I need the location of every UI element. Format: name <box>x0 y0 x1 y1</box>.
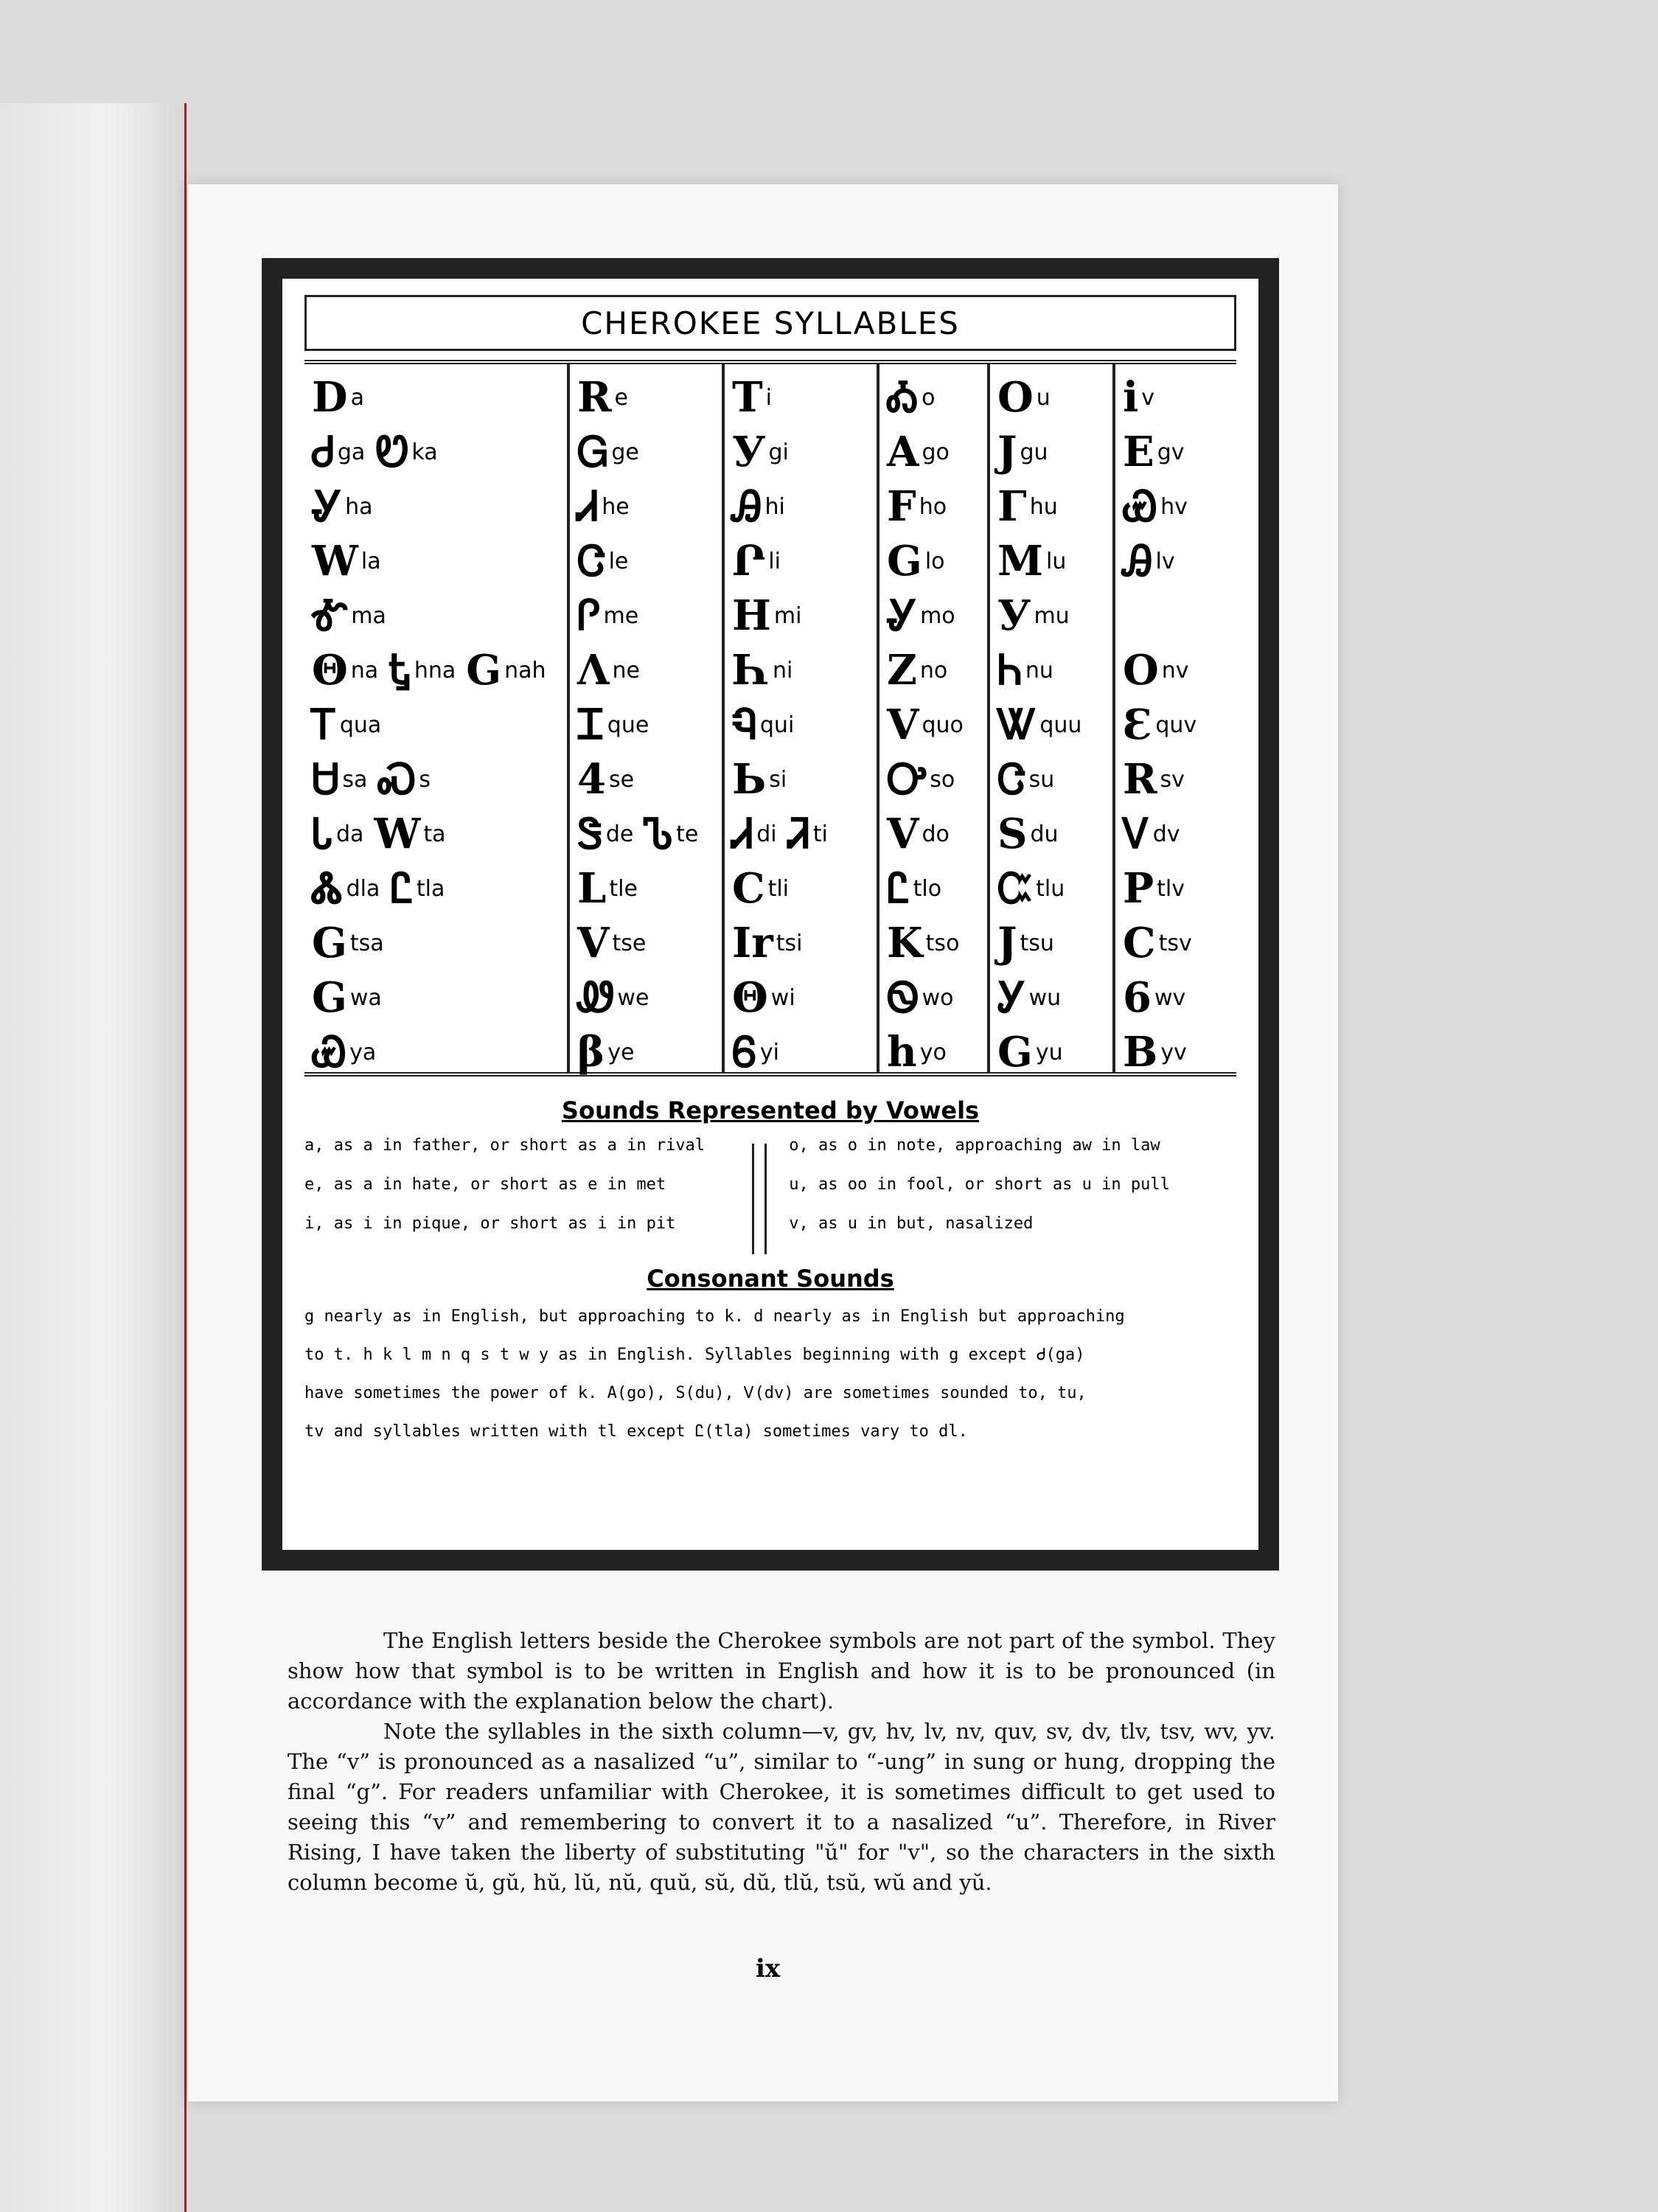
cherokee-symbol: Ꮧ <box>577 481 599 531</box>
cherokee-symbol: Ꮔ <box>732 700 757 749</box>
latin-transliteration: ya <box>349 1039 377 1065</box>
cherokee-symbol: H <box>732 591 771 640</box>
syllable-column <box>1115 364 1233 1077</box>
latin-transliteration: tsu <box>1020 930 1054 956</box>
consonants-heading: Consonant Sounds <box>647 1265 894 1293</box>
latin-transliteration: le <box>608 548 629 574</box>
latin-transliteration: na <box>350 657 379 684</box>
cherokee-symbol: S <box>997 810 1028 858</box>
syllable-cell <box>312 970 562 1025</box>
latin-transliteration: tsv <box>1158 930 1192 956</box>
cherokee-symbol: Ꮒ <box>997 645 1023 695</box>
cherokee-symbol: Ꮜ <box>312 754 340 804</box>
cherokee-symbol: Ꮤ <box>997 700 1037 749</box>
latin-transliteration: ha <box>345 493 373 520</box>
latin-transliteration: mi <box>773 602 802 629</box>
latin-transliteration: quu <box>1039 712 1082 738</box>
syllable-cell <box>997 698 1108 752</box>
vowel-note: e, as a in hate, or short as e in met <box>304 1175 666 1194</box>
latin-transliteration: ni <box>772 657 793 684</box>
latin-transliteration: qui <box>759 712 795 738</box>
latin-transliteration: no <box>919 657 948 684</box>
latin-transliteration: tla <box>416 875 445 902</box>
consonant-line: to t. h k l m n q s t w y as in English. Syllables beginning with g except Ꮷ(ga) <box>304 1346 1085 1364</box>
syllable-cell <box>1123 752 1229 807</box>
syllable-cell <box>997 970 1108 1025</box>
latin-transliteration: dla <box>346 875 380 902</box>
syllable-cell <box>1123 970 1229 1025</box>
syllable-cell <box>732 534 872 588</box>
syllable-cell <box>732 370 872 425</box>
syllable-cell <box>312 534 562 588</box>
latin-transliteration: o <box>922 384 936 411</box>
facing-page <box>0 103 187 2212</box>
syllable-cell <box>577 425 717 479</box>
syllable-cell <box>997 370 1108 425</box>
cherokee-symbol: Ꭴ <box>887 754 927 804</box>
latin-transliteration: ne <box>612 657 640 684</box>
syllable-cell <box>1123 698 1229 752</box>
syllable-cell <box>732 479 872 534</box>
syllable-grid <box>304 360 1236 1077</box>
latin-transliteration: tse <box>612 930 647 956</box>
syllable-cell <box>887 643 983 698</box>
syllable-cell <box>887 807 983 861</box>
latin-transliteration: wa <box>349 984 382 1011</box>
cherokee-symbol: Ꮳ <box>577 536 606 585</box>
syllable-cell <box>732 643 872 698</box>
syllable-cell <box>1123 370 1229 425</box>
latin-transliteration: mo <box>920 602 955 629</box>
latin-transliteration: ka <box>411 439 438 465</box>
latin-transliteration: li <box>768 548 781 574</box>
cherokee-symbol: Θ <box>732 973 768 1022</box>
latin-transliteration: qua <box>339 712 382 738</box>
cherokee-symbol: G <box>466 646 502 695</box>
cherokee-symbol: J <box>997 919 1017 967</box>
latin-transliteration: s <box>419 766 431 793</box>
cherokee-symbol: Ꮉ <box>312 591 349 640</box>
latin-transliteration: tsi <box>776 930 803 956</box>
cherokee-symbol: Ꮸ <box>997 863 1034 913</box>
latin-transliteration: lo <box>924 548 945 574</box>
syllable-cell <box>577 698 717 752</box>
syllable-cell <box>997 861 1108 916</box>
cherokee-symbol: Ꮼ <box>375 427 409 476</box>
latin-transliteration: du <box>1030 821 1059 847</box>
syllable-cell <box>1123 643 1229 698</box>
syllable-cell <box>312 588 562 643</box>
syllable-cell <box>312 752 562 807</box>
cherokee-symbol: Ꮩ <box>1123 809 1150 858</box>
latin-transliteration: gv <box>1157 439 1185 465</box>
cherokee-symbol: Ꭳ <box>887 372 919 422</box>
syllable-cell <box>1123 479 1229 534</box>
latin-transliteration: de <box>605 821 634 847</box>
cherokee-symbol: Ꮺ <box>577 973 615 1022</box>
latin-transliteration: nu <box>1025 657 1053 684</box>
cherokee-symbol: V <box>577 919 610 967</box>
syllable-cell <box>887 752 983 807</box>
latin-transliteration: do <box>922 821 950 847</box>
latin-transliteration: me <box>603 602 639 629</box>
cherokee-symbol: Λ <box>577 646 610 695</box>
cherokee-symbol: W <box>374 810 421 858</box>
cherokee-symbol: Ꮨ <box>787 809 810 858</box>
latin-transliteration: wv <box>1154 984 1186 1011</box>
paragraph: Note the syllables in the sixth column—v, gv, hv, lv, nv, quv, sv, dv, tlv, tsv, wv, yv. The “v” is pronounced as a nasalized “u”, similar to “-ung” in sung or hung, dropping the final “g”. For readers unfamiliar with Cherokee, it is sometimes difficult to get used to seeing this “v” and remembering to convert it to a nasalized “u”. Therefore, in River Rising, I have taken the liberty of substituting "ŭ" for "v", so the characters in the sixth column become ŭ, gŭ, hŭ, lŭ, nŭ, quŭ, sŭ, dŭ, tlŭ, tsŭ, wŭ and yŭ. <box>288 1719 1275 1895</box>
latin-transliteration: i <box>765 384 773 411</box>
vowel-note: v, as u in but, nasalized <box>789 1214 1034 1233</box>
vowel-column-left <box>304 1136 752 1254</box>
latin-transliteration: e <box>614 384 629 411</box>
syllable-column <box>879 364 990 1077</box>
syllable-cell <box>732 1025 872 1079</box>
syllable-cell <box>577 752 717 807</box>
latin-transliteration: wo <box>922 984 954 1011</box>
cherokee-symbol: D <box>312 373 348 422</box>
vowel-note: i, as i in pique, or short as i in pit <box>304 1214 676 1233</box>
cherokee-symbol: E <box>1123 428 1154 476</box>
latin-transliteration: su <box>1028 766 1055 793</box>
latin-transliteration: nah <box>504 657 546 684</box>
syllable-cell <box>887 370 983 425</box>
cherokee-symbol: Ɛ <box>1123 700 1153 749</box>
cherokee-symbol: Θ <box>312 646 348 695</box>
consonant-line: have sometimes the power of k. A(go), S(du), Ꮩ(dv) are sometimes sounded to, tu, <box>304 1384 1087 1402</box>
latin-transliteration: lv <box>1155 548 1175 574</box>
latin-transliteration: ye <box>607 1039 635 1065</box>
syllable-cell <box>887 861 983 916</box>
syllable-cell <box>1123 861 1229 916</box>
latin-transliteration: tle <box>609 875 638 902</box>
latin-transliteration: da <box>336 821 364 847</box>
cherokee-symbol: Ꮥ <box>577 809 603 858</box>
cherokee-symbol: J <box>997 428 1017 476</box>
latin-transliteration: nv <box>1161 657 1189 684</box>
cherokee-symbol: Ꮷ <box>312 427 335 476</box>
syllable-cell <box>312 1025 562 1079</box>
latin-transliteration: hv <box>1160 493 1188 520</box>
syllable-cell <box>732 807 872 861</box>
syllable-column <box>570 364 725 1077</box>
syllable-cell <box>577 534 717 588</box>
vowel-list <box>304 1136 1236 1254</box>
syllable-cell <box>997 534 1108 588</box>
latin-transliteration: yo <box>919 1039 947 1065</box>
cherokee-symbol: Ꮿ <box>1123 481 1158 531</box>
syllable-cell <box>312 807 562 861</box>
latin-transliteration: yv <box>1160 1039 1187 1065</box>
latin-transliteration: sv <box>1160 766 1185 793</box>
cherokee-symbol: C <box>1123 919 1156 967</box>
cherokee-symbol: h <box>887 1028 917 1077</box>
cherokee-symbol: P <box>1123 864 1154 913</box>
cherokee-symbol: 4 <box>577 755 606 804</box>
syllable-cell <box>887 970 983 1025</box>
cherokee-symbol: M <box>997 537 1043 585</box>
cherokee-symbol: Ꮍ <box>887 591 918 640</box>
syllable-cell <box>312 370 562 425</box>
latin-transliteration: go <box>922 439 950 465</box>
syllable-cell <box>997 1025 1108 1079</box>
cherokee-symbol: У <box>997 591 1031 640</box>
cherokee-symbol: Ր <box>732 537 766 585</box>
syllable-cell <box>887 1025 983 1079</box>
syllable-cell <box>887 588 983 643</box>
latin-transliteration: hna <box>414 657 456 684</box>
syllable-cell <box>732 970 872 1025</box>
latin-transliteration: a <box>350 384 364 411</box>
cherokee-symbol: O <box>1123 646 1159 695</box>
paragraph: The English letters beside the Cherokee symbols are not part of the symbol. They show how that symbol is to be written in English and how it is to be pronounced (in accordance with the explanation below the chart). <box>288 1628 1275 1714</box>
cherokee-symbol: Ꮻ <box>887 973 919 1022</box>
syllable-cell <box>312 479 562 534</box>
vowel-note: a, as a in father, or short as a in rival <box>304 1136 706 1155</box>
latin-transliteration: he <box>602 493 630 520</box>
latin-transliteration: se <box>608 766 635 793</box>
page-number: ix <box>756 1954 781 1983</box>
consonant-notes <box>304 1304 1236 1444</box>
cherokee-symbol: Ꮍ <box>312 481 343 531</box>
cherokee-symbol: Ꮬ <box>312 863 344 913</box>
latin-transliteration: tlo <box>913 875 942 902</box>
syllable-cell <box>312 916 562 970</box>
cherokee-symbol: O <box>997 373 1034 422</box>
cherokee-symbol: Ь <box>732 755 767 804</box>
latin-transliteration: tlv <box>1157 875 1185 902</box>
cherokee-symbol: Ꮧ <box>732 809 754 858</box>
syllable-cell <box>1123 916 1229 970</box>
vowels-heading: Sounds Represented by Vowels <box>561 1096 980 1124</box>
cherokee-symbol: V <box>887 810 919 858</box>
latin-transliteration: yi <box>759 1039 779 1065</box>
syllable-cell <box>732 752 872 807</box>
cherokee-symbol: V <box>887 700 919 749</box>
syllable-cell <box>577 916 717 970</box>
latin-transliteration: tsa <box>349 930 384 956</box>
latin-transliteration: lu <box>1046 548 1067 574</box>
pronunciation-notes <box>304 1086 1236 1558</box>
cherokee-symbol: Ꮳ <box>997 754 1026 804</box>
latin-transliteration: que <box>607 712 649 738</box>
cherokee-symbol: L <box>577 864 607 913</box>
cherokee-symbol: T <box>732 373 763 422</box>
syllable-cell <box>732 698 872 752</box>
cherokee-symbol: W <box>312 537 358 585</box>
latin-transliteration: u <box>1036 384 1051 411</box>
latin-transliteration: ge <box>611 439 639 465</box>
syllabary-chart <box>262 258 1279 1571</box>
cherokee-symbol: F <box>887 482 916 531</box>
syllable-column <box>725 364 879 1077</box>
syllable-cell <box>887 698 983 752</box>
latin-transliteration: wu <box>1028 984 1062 1011</box>
latin-transliteration: ta <box>423 821 446 847</box>
latin-transliteration: quv <box>1155 712 1197 738</box>
vowel-note: u, as oo in fool, or short as u in pull <box>789 1175 1170 1194</box>
syllable-cell <box>312 698 562 752</box>
consonant-line: tv and syllables written with tl except Ꮭ(tla) sometimes vary to dl. <box>304 1422 968 1441</box>
syllable-cell <box>577 643 717 698</box>
cherokee-symbol: Һ <box>732 646 770 695</box>
syllable-cell <box>312 643 562 698</box>
syllable-cell <box>997 643 1108 698</box>
syllable-cell <box>997 752 1108 807</box>
syllable-cell <box>732 916 872 970</box>
latin-transliteration: so <box>930 766 955 793</box>
cherokee-symbol: 6 <box>1123 973 1152 1022</box>
consonant-line: g nearly as in English, but approaching to k. d nearly as in English but approaching <box>304 1307 1125 1326</box>
cherokee-symbol: C <box>732 864 765 913</box>
cherokee-symbol: Ꮭ <box>390 863 414 913</box>
latin-transliteration: ho <box>919 493 947 520</box>
syllable-cell <box>997 425 1108 479</box>
latin-transliteration: gu <box>1020 439 1048 465</box>
cherokee-symbol: Ꭿ <box>732 481 762 531</box>
cherokee-symbol: K <box>887 919 923 967</box>
latin-transliteration: ga <box>337 439 366 465</box>
latin-transliteration: mu <box>1034 602 1070 629</box>
cherokee-symbol: G <box>312 973 347 1022</box>
syllable-cell <box>732 861 872 916</box>
double-rule-divider <box>752 1144 767 1254</box>
cherokee-symbol: A <box>887 428 919 476</box>
latin-transliteration: tlu <box>1036 875 1065 902</box>
syllable-cell <box>312 425 562 479</box>
syllable-cell <box>577 479 717 534</box>
syllable-cell <box>997 588 1108 643</box>
cherokee-symbol: Ꭿ <box>1123 536 1153 585</box>
syllable-cell <box>887 425 983 479</box>
syllable-cell <box>997 916 1108 970</box>
syllable-cell <box>1123 1025 1229 1079</box>
syllable-cell <box>577 588 717 643</box>
cherokee-symbol: R <box>1123 755 1157 804</box>
latin-transliteration: yu <box>1035 1039 1063 1065</box>
latin-transliteration: ti <box>812 821 828 847</box>
cherokee-symbol: Ir <box>732 919 773 967</box>
latin-transliteration: te <box>676 821 699 847</box>
latin-transliteration: v <box>1141 384 1155 411</box>
syllable-cell <box>577 807 717 861</box>
syllable-cell <box>997 807 1108 861</box>
latin-transliteration: tli <box>767 875 790 902</box>
syllable-cell <box>887 534 983 588</box>
vowel-column-right <box>767 1136 1236 1254</box>
syllable-column <box>990 364 1115 1077</box>
cherokee-symbol: R <box>577 373 612 422</box>
latin-transliteration: we <box>617 984 649 1011</box>
cherokee-symbol: Ꮾ <box>732 1027 757 1077</box>
cherokee-symbol: Ꮏ <box>389 645 411 695</box>
latin-transliteration: quo <box>922 712 964 738</box>
cherokee-symbol: Ꮿ <box>312 1027 347 1077</box>
latin-transliteration: hu <box>1029 493 1058 520</box>
syllable-cell <box>732 425 872 479</box>
cherokee-symbol: G <box>887 537 922 585</box>
latin-transliteration: dv <box>1152 821 1180 847</box>
cherokee-symbol: i <box>1123 373 1139 422</box>
latin-transliteration: gi <box>768 439 789 465</box>
syllable-cell <box>1123 425 1229 479</box>
cherokee-symbol: Ꮐ <box>577 427 609 476</box>
cherokee-symbol: Z <box>887 646 917 695</box>
cherokee-symbol: Ꮅ <box>577 591 601 640</box>
cherokee-symbol: B <box>1123 1028 1158 1077</box>
syllable-cell <box>577 1025 717 1079</box>
latin-transliteration: tso <box>925 930 960 956</box>
syllable-cell <box>577 970 717 1025</box>
cherokee-symbol: Γ <box>997 482 1027 531</box>
cherokee-symbol: G <box>312 919 347 967</box>
syllable-cell <box>732 588 872 643</box>
latin-transliteration: di <box>756 821 777 847</box>
syllable-cell <box>312 861 562 916</box>
latin-transliteration: ma <box>351 602 386 629</box>
latin-transliteration: la <box>360 548 381 574</box>
syllable-cell <box>997 479 1108 534</box>
syllable-cell <box>887 916 983 970</box>
cherokee-symbol: У <box>732 428 766 476</box>
latin-transliteration: wi <box>770 984 795 1011</box>
cherokee-symbol: Ꮝ <box>377 754 417 804</box>
latin-transliteration: sa <box>342 766 368 793</box>
vowel-note: o, as o in note, approaching aw in law <box>789 1136 1160 1155</box>
latin-transliteration: si <box>769 766 787 793</box>
cherokee-symbol: Ꭹ <box>997 973 1026 1022</box>
cherokee-symbol: Ꮖ <box>577 700 605 749</box>
syllable-cell <box>1123 807 1229 861</box>
latin-transliteration: hi <box>764 493 785 520</box>
chart-title: CHEROKEE SYLLABLES <box>304 295 1236 351</box>
cherokee-symbol: Ꮭ <box>887 863 910 913</box>
syllable-cell <box>577 370 717 425</box>
cherokee-symbol: Ꭲ <box>312 700 337 749</box>
syllable-column <box>304 364 570 1077</box>
syllable-cell <box>1123 534 1229 588</box>
syllable-cell <box>887 479 983 534</box>
cherokee-symbol: β <box>577 1028 605 1077</box>
cherokee-symbol: G <box>997 1028 1033 1077</box>
syllable-cell <box>1123 588 1229 643</box>
body-text <box>288 1626 1275 1898</box>
cherokee-symbol: Ꮣ <box>312 809 334 858</box>
syllable-cell <box>577 861 717 916</box>
cherokee-symbol: Ꮦ <box>644 809 674 858</box>
